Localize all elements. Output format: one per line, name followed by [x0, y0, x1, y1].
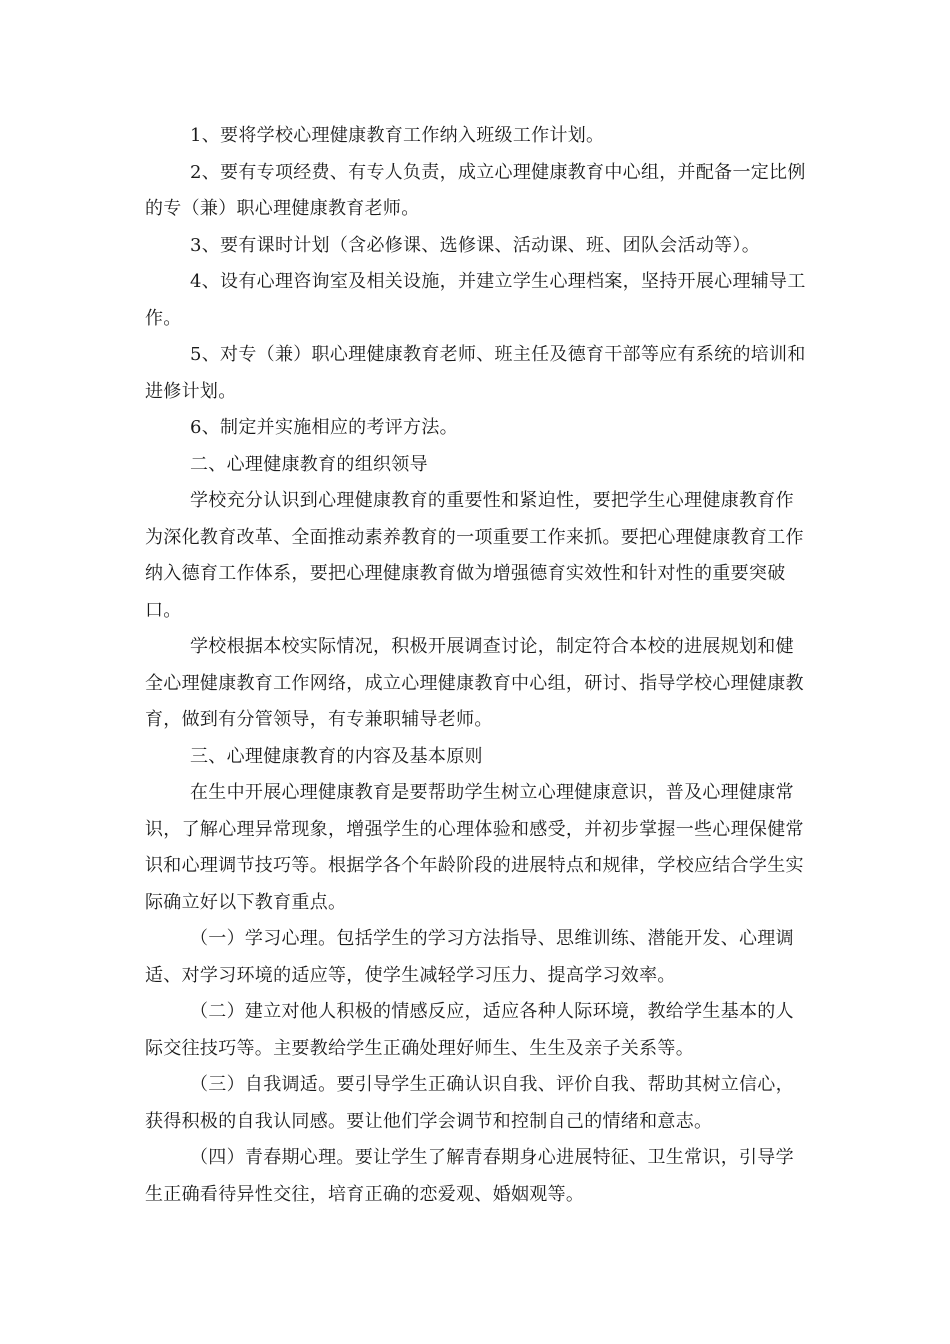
paragraph-body-1: 学校充分认识到心理健康教育的重要性和紧迫性，要把学生心理健康教育作为深化教育改革、全面推动素养教育的一项重要工作来抓。要把心理健康教育工作纳入德育工作体系，要把心理健康教育做为增强德育实效性和针对性的重要突破口。 — [145, 490, 804, 621]
paragraph-body-3: 在生中开展心理健康教育是要帮助学生树立心理健康意识，普及心理健康常识，了解心理异常现象，增强学生的心理体验和感受，并初步掌握一些心理保健常识和心理调节技巧等。根据学各个年龄阶段的进展特点和规律，学校应结合学生实际确立好以下教育重点。 — [145, 782, 804, 913]
paragraph-point-1: （一）学习心理。包括学生的学习方法指导、思维训练、潜能开发、心理调适、对学习环境的适应等，使学生减轻学习压力、提高学习效率。 — [145, 928, 794, 986]
paragraph-item-5: 5、对专（兼）职心理健康教育老师、班主任及德育干部等应有系统的培训和进修计划。 — [145, 344, 806, 402]
paragraph-item-1: 1、要将学校心理健康教育工作纳入班级工作计划。 — [190, 125, 605, 146]
section-heading-2: 二、心理健康教育的组织领导 — [190, 453, 428, 475]
paragraph-item-3: 3、要有课时计划（含必修课、选修课、活动课、班、团队会活动等）。 — [190, 234, 761, 256]
paragraph-point-3: （三）自我调适。要引导学生正确认识自我、评价自我、帮助其树立信心，获得积极的自我认同感。要让他们学会调节和控制自己的情绪和意志。 — [145, 1074, 794, 1132]
paragraph-point-4: （四）青春期心理。要让学生了解青春期身心进展特征、卫生常识，引导学生正确看待异性交往，培育正确的恋爱观、婚姻观等。 — [145, 1147, 794, 1205]
section-heading-3: 三、心理健康教育的内容及基本原则 — [190, 745, 483, 767]
paragraph-point-2: （二）建立对他人积极的情感反应，适应各种人际环境，教给学生基本的人际交往技巧等。主要教给学生正确处理好师生、生生及亲子关系等。 — [145, 1001, 794, 1059]
paragraph-item-2: 2、要有专项经费、有专人负责，成立心理健康教育中心组，并配备一定比例的专（兼）职心理健康教育老师。 — [145, 161, 806, 219]
paragraph-item-6: 6、制定并实施相应的考评方法。 — [190, 417, 458, 438]
document-body — [145, 118, 810, 1213]
paragraph-item-4: 4、设有心理咨询室及相关设施，并建立学生心理档案，坚持开展心理辅导工作。 — [145, 271, 806, 329]
paragraph-body-2: 学校根据本校实际情况，积极开展调查讨论，制定符合本校的进展规划和健全心理健康教育工作网络，成立心理健康教育中心组，研讨、指导学校心理健康教育，做到有分管领导，有专兼职辅导老师。 — [145, 636, 804, 730]
